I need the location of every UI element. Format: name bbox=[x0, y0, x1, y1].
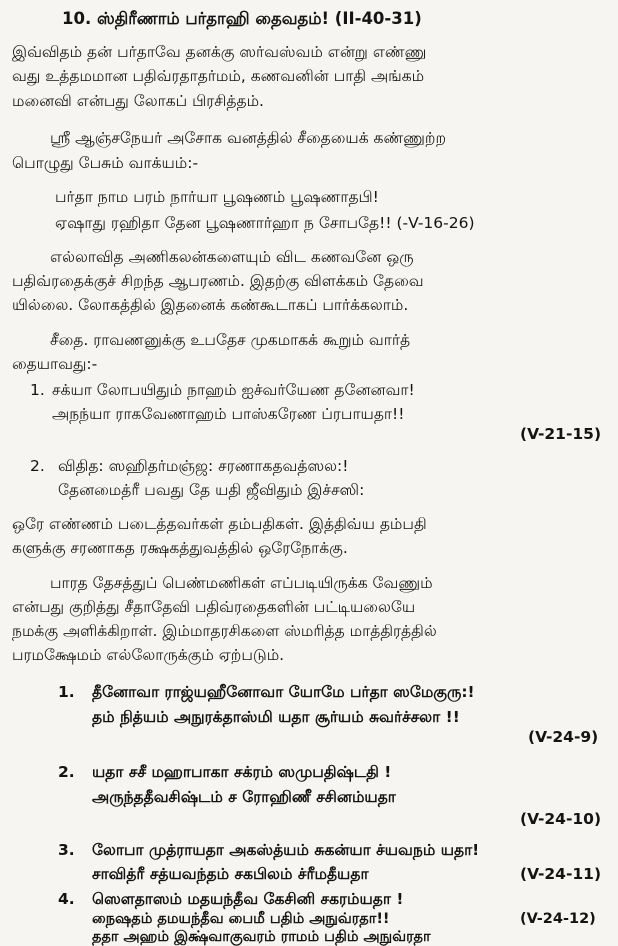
paragraph-line: இவ்விதம் தன் பர்தாவே தனக்கு ஸர்வஸ்வம் என்று எண்ணு bbox=[12, 43, 427, 61]
verse-line: சக்யா லோபயிதும் நாஹம் ஐச்வர்யேண தனேனவா! bbox=[52, 381, 415, 399]
verse-line: விதித: ஸஹிதர்மஞ்ஜ: சரணாகதவத்ஸல:! bbox=[58, 457, 349, 475]
verse-line: பர்தா நாம பரம் நார்யா பூஷணம் பூஷணாதபி! bbox=[55, 188, 379, 206]
verse-reference: (V-21-15) bbox=[520, 425, 602, 443]
verse-line: அருந்ததீவசிஷ்டம் ச ரோஹிணீ சசினம்யதா bbox=[92, 788, 396, 806]
verse-line: தீனோவா ராஜ்யஹீனோவா யோமே பர்தா ஸமேகுரு:! bbox=[92, 683, 475, 701]
paragraph-line: பரமக்ஷேமம் எல்லோருக்கும் ஏற்படும். bbox=[12, 646, 285, 664]
paragraph-line: பாரத தேசத்துப் பெண்மணிகள் எப்படியிருக்க வேணும் bbox=[50, 574, 433, 592]
verse-number: 2. bbox=[58, 763, 75, 781]
verse-line: சாவித்ரீ சத்யவந்தம் சகபிலம் ச்ரீமதீயதா bbox=[92, 865, 369, 883]
paragraph-line: பதிவ்ரதைக்குச் சிறந்த ஆபரணம். இதற்கு விளக்கம் தேவை bbox=[12, 272, 424, 290]
verse-number: 2. bbox=[30, 457, 45, 475]
verse-reference: (V-24-9) bbox=[528, 728, 599, 746]
paragraph-line: களுக்கு சரணாகத ரக்ஷகத்துவத்தில் ஒரேநோக்கு. bbox=[12, 539, 348, 557]
paragraph-line: யில்லை. லோகத்தில் இதனைக் கண்கூடாகப் பார்க்கலாம். bbox=[12, 296, 409, 314]
paragraph-line: எல்லாவித அணிகலன்களையும் விட கணவனே ஒரு bbox=[50, 248, 414, 266]
verse-line: யதா சசீ மஹாபாகா சக்ரம் ஸமுபதிஷ்டதி ! bbox=[92, 763, 392, 781]
verse-line: தேனமைத்ரீ பவது தே யதி ஜீவிதும் இச்சஸி: bbox=[58, 481, 365, 499]
verse-line: தம் நித்யம் அநுரக்தாஸ்மி யதா சூர்யம் சுவர்ச்சலா !! bbox=[92, 708, 460, 726]
paragraph-line: மனைவி என்பது லோகப் பிரசித்தம். bbox=[12, 92, 264, 110]
verse-line: ஏஷாது ரஹிதா தேன பூஷணார்ஹா ந சோபதே!! (-V-16-26) bbox=[55, 214, 475, 232]
verse-number: 1. bbox=[30, 381, 45, 399]
verse-number: 3. bbox=[58, 841, 75, 859]
verse-line: ஸௌதாஸம் மதயந்தீவ கேசினி சகரம்யதா ! bbox=[92, 890, 404, 908]
paragraph-line: வது உத்தமமான பதிவ்ரதாதர்மம், கணவனின் பாதி அங்கம் bbox=[12, 67, 425, 85]
verse-number: 1. bbox=[58, 683, 75, 701]
verse-line: ததா அஹம் இக்ஷ்வாகுவரம் ராமம் பதிம் அநுவ்ரதா bbox=[92, 929, 431, 945]
verse-reference: (V-24-10) bbox=[520, 810, 602, 828]
paragraph-line: ஒரே எண்ணம் படைத்தவர்கள் தம்பதிகள். இத்திவ்ய தம்பதி bbox=[12, 515, 427, 533]
verse-reference: (V-24-12) bbox=[520, 911, 596, 927]
paragraph-line: தையாவது:- bbox=[12, 355, 98, 373]
section-title: 10. ஸ்திரீணாம் பர்தாஹி தைவதம்! (II-40-31) bbox=[62, 9, 422, 28]
paragraph-line: ஸ்ரீ ஆஞ்சநேயர் அசோக வனத்தில் சீதையைக் கண்ணுற்ற bbox=[50, 129, 447, 147]
verse-line: அநந்யா ராகவேணாஹம் பாஸ்கரேண ப்ரபாயதா!! bbox=[52, 405, 405, 423]
paragraph-line: சீதை. ராவணனுக்கு உபதேச முகமாகக் கூறும் வார்த் bbox=[50, 331, 411, 349]
verse-line: லோபா முத்ராயதா அகஸ்த்யம் சுகன்யா ச்யவநம் யதா! bbox=[92, 841, 480, 859]
verse-number: 4. bbox=[58, 890, 75, 908]
verse-line: நைஷதம் தமயந்தீவ பைமீ பதிம் அநுவ்ரதா!! bbox=[92, 911, 390, 927]
paragraph-line: பொழுது பேசும் வாக்யம்:- bbox=[12, 154, 199, 172]
verse-reference: (V-24-11) bbox=[520, 865, 602, 883]
paragraph-line: நமக்கு அளிக்கிறாள். இம்மாதரசிகளை ஸ்மரித்த மாத்திரத்தில் bbox=[12, 622, 437, 640]
paragraph-line: என்பது குறித்து சீதாதேவி பதிவ்ரதைகளின் பட்டியலையே bbox=[12, 598, 416, 616]
